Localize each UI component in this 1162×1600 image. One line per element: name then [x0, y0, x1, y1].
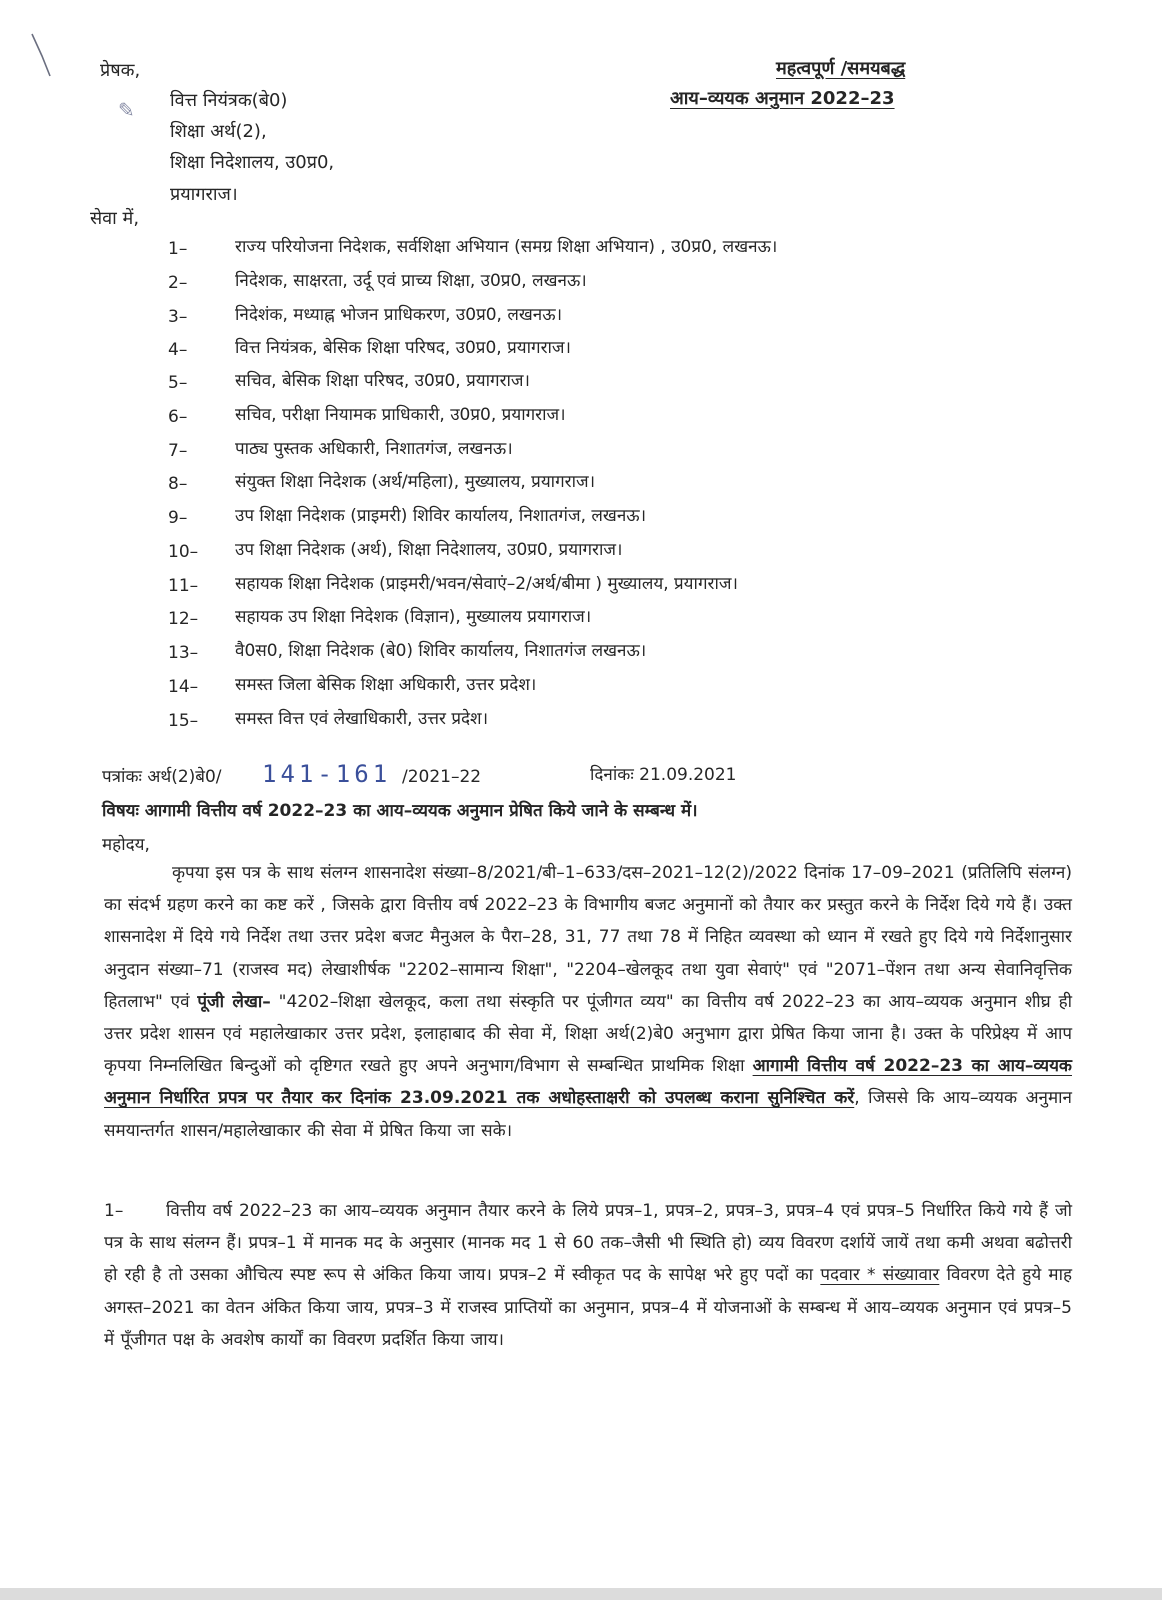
priority-label: महत्वपूर्ण /समयबद्ध — [776, 58, 906, 79]
recipient-item: निदेशक, साक्षरता, उर्दू एवं प्राच्य शिक्षा, उ0प्र0, लखनऊ। — [235, 271, 587, 291]
handwritten-reference-number: 141-161 — [262, 760, 392, 788]
recipient-item: उप शिक्षा निदेशक (प्राइमरी) शिविर कार्यालय, निशातगंज, लखनऊ। — [235, 506, 647, 526]
recipient-item: वै0स0, शिक्षा निदेशक (बे0) शिविर कार्यालय, निशातगंज लखनऊ। — [235, 641, 647, 661]
body-text: , जिससे कि आय–व्ययक अनुमान समयान्तर्गत शासन/महालेखाकार की सेवा में प्रेषित किया जा सके। — [104, 1088, 1072, 1141]
recipient-item: राज्य परियोजना निदेशक, सर्वशिक्षा अभियान (समग्र शिक्षा अभियान) , उ0प्र0, लखनऊ। — [235, 237, 778, 257]
estimate-title: आय–व्ययक अनुमान 2022–23 — [670, 88, 895, 109]
recipient-number: 4– — [168, 340, 188, 360]
stamp-smudge-icon: ✎ — [118, 98, 135, 122]
body-bold-text: पूंजी लेखा– — [197, 991, 271, 1012]
recipient-number: 15– — [168, 711, 199, 731]
recipient-number: 8– — [168, 474, 188, 494]
sender-line: वित्त नियंत्रक(बे0) — [170, 90, 288, 111]
recipient-number: 9– — [168, 508, 188, 528]
body-paragraph-2 — [104, 1195, 1072, 1356]
sender-line: शिक्षा अर्थ(2), — [170, 121, 267, 142]
body-text: कृपया इस पत्र के साथ संलग्न शासनादेश संख्या–8/2021/बी–1–633/दस–2021–12(2)/2022 दिनांक 17–09–2021 (प्रतिलिपि संलग्न) का संदर्भ ग्रहण करने का कष्ट करें , जिसके द्वारा वित्तीय वर्ष 2022–23 के विभागीय बजट अनुमानों को तैयार कर प्रस्तुत करने के निर्देश दिये गये हैं। उक्त शासनादेश में दिये गये निर्देश तथा उत्तर प्रदेश बजट मैनुअल के पैरा–28, 31, 77 तथा 78 में निहित व्यवस्था को ध्यान में रखते हुए दिये गये निर्देशानुसार अनुदान संख्या–71 (राजस्व मद) लेखाशीर्षक "2202–सामान्य शिक्षा", "2204–खेलकूद तथा युवा सेवाएं" एवं "2071–पेंशन तथा अन्य सेवानिवृत्तिक हितलाभ" एवं — [104, 863, 1072, 1012]
recipient-number: 7– — [168, 441, 188, 461]
recipient-number: 3– — [168, 307, 188, 327]
body-text: वित्तीय वर्ष 2022–23 का आय–व्ययक अनुमान तैयार करने के लिये प्रपत्र–1, प्रपत्र–2, प्रपत्र–3, प्रपत्र–4 एवं प्रपत्र–5 निर्धारित किये गये हैं जो पत्र के साथ संलग्न हैं। प्रपत्र–1 में मानक मद के अनुसार (मानक मद 1 से 60 तक–जैसी भी स्थिति हो) व्यय विवरण दर्शायें जायें तथा कमी अथवा बढोत्तरी हो रही है तो उसका औचित्य स्पष्ट रूप से अंकित किया जाय। प्रपत्र–2 में स्वीकृत पद के सापेक्ष भरे हुए पदों का — [104, 1201, 1072, 1286]
recipient-item: संयुक्त शिक्षा निदेशक (अर्थ/महिला), मुख्यालय, प्रयागराज। — [235, 472, 596, 492]
recipient-item: समस्त जिला बेसिक शिक्षा अधिकारी, उत्तर प्रदेश। — [235, 675, 537, 695]
recipient-item: समस्त वित्त एवं लेखाधिकारी, उत्तर प्रदेश। — [235, 709, 489, 729]
recipient-number: 14– — [168, 677, 199, 697]
recipient-number: 13– — [168, 643, 199, 663]
recipient-item: सहायक शिक्षा निदेशक (प्राइमरी/भवन/सेवाएं–2/अर्थ/बीमा ) मुख्यालय, प्रयागराज। — [235, 574, 738, 594]
reference-prefix: पत्रांकः अर्थ(2)बे0/ — [102, 767, 222, 787]
body-text: "4202–शिक्षा खेलकूद, कला तथा संस्कृति पर पूंजीगत व्यय" का वित्तीय वर्ष 2022–23 का आय–व्ययक अनुमान शीघ्र ही उत्तर प्रदेश शासन एवं महालेखाकार उत्तर प्रदेश, इलाहाबाद की सेवा में, शिक्षा अर्थ(2)बे0 अनुभाग द्वारा प्रेषित किया जाना है। उक्त के परिप्रेक्ष्य में आप कृपया निम्नलिखित बिन्दुओं को दृष्टिगत रखते हुए अपने अनुभाग/विभाग से सम्बन्धित प्राथमिक शिक्षा — [104, 991, 1073, 1077]
recipient-item: पाठ्य पुस्तक अधिकारी, निशातगंज, लखनऊ। — [235, 439, 513, 459]
body-underlined-text: पदवार * संख्यावार — [820, 1265, 940, 1286]
recipient-item: निदेशंक, मध्याह्न भोजन प्राधिकरण, उ0प्र0, लखनऊ। — [235, 305, 563, 325]
recipient-item: सहायक उप शिक्षा निदेशक (विज्ञान), मुख्यालय प्रयागराज। — [235, 607, 592, 627]
recipient-item: सचिव, बेसिक शिक्षा परिषद, उ0प्र0, प्रयागराज। — [235, 371, 530, 391]
point-number: 1– — [104, 1201, 124, 1221]
recipient-item: उप शिक्षा निदेशक (अर्थ), शिक्षा निदेशालय, उ0प्र0, प्रयागराज। — [235, 540, 623, 560]
margin-pen-mark-icon — [28, 30, 58, 80]
to-label: सेवा में, — [90, 208, 140, 229]
reference-year: /2021–22 — [402, 767, 482, 787]
recipient-number: 12– — [168, 609, 199, 629]
subject-line: विषयः आगामी वित्तीय वर्ष 2022–23 का आय–व्ययक अनुमान प्रेषित किये जाने के सम्बन्ध में। — [102, 801, 698, 821]
recipient-number: 11– — [168, 576, 199, 596]
recipient-item: सचिव, परीक्षा नियामक प्राधिकारी, उ0प्र0, प्रयागराज। — [235, 405, 566, 425]
recipient-number: 6– — [168, 407, 188, 427]
recipient-number: 5– — [168, 373, 188, 393]
sender-line: प्रयागराज। — [170, 184, 238, 205]
sender-label: प्रेषक, — [100, 60, 141, 81]
reference-date: दिनांकः 21.09.2021 — [590, 765, 737, 785]
recipient-number: 10– — [168, 542, 199, 562]
scan-bottom-edge — [0, 1588, 1162, 1600]
recipient-number: 1– — [168, 239, 188, 259]
sender-line: शिक्षा निदेशालय, उ0प्र0, — [170, 152, 335, 173]
body-paragraph-1 — [104, 857, 1072, 1147]
recipient-number: 2– — [168, 273, 188, 293]
salutation: महोदय, — [102, 835, 150, 855]
recipient-item: वित्त नियंत्रक, बेसिक शिक्षा परिषद, उ0प्र0, प्रयागराज। — [235, 338, 571, 358]
body-underlined-instruction: आगामी वित्तीय वर्ष 2022–23 का आय–व्ययक अनुमान निर्धारित प्रपत्र पर तैयार कर दिनांक 23.09.2021 तक अधोहस्ताक्षरी को उपलब्ध कराना सुनिश्चित करें — [104, 1056, 1072, 1109]
body-text: विवरण देते हुये माह अगस्त–2021 का वेतन अंकित किया जाय, प्रपत्र–3 में राजस्व प्राप्तियों का अनुमान, प्रपत्र–4 में योजनाओं के सम्बन्ध में आय–व्ययक अनुमान एवं प्रपत्र–5 में पूँजीगत पक्ष के अवशेष कार्यों का विवरण प्रदर्शित किया जाय। — [104, 1265, 1073, 1350]
